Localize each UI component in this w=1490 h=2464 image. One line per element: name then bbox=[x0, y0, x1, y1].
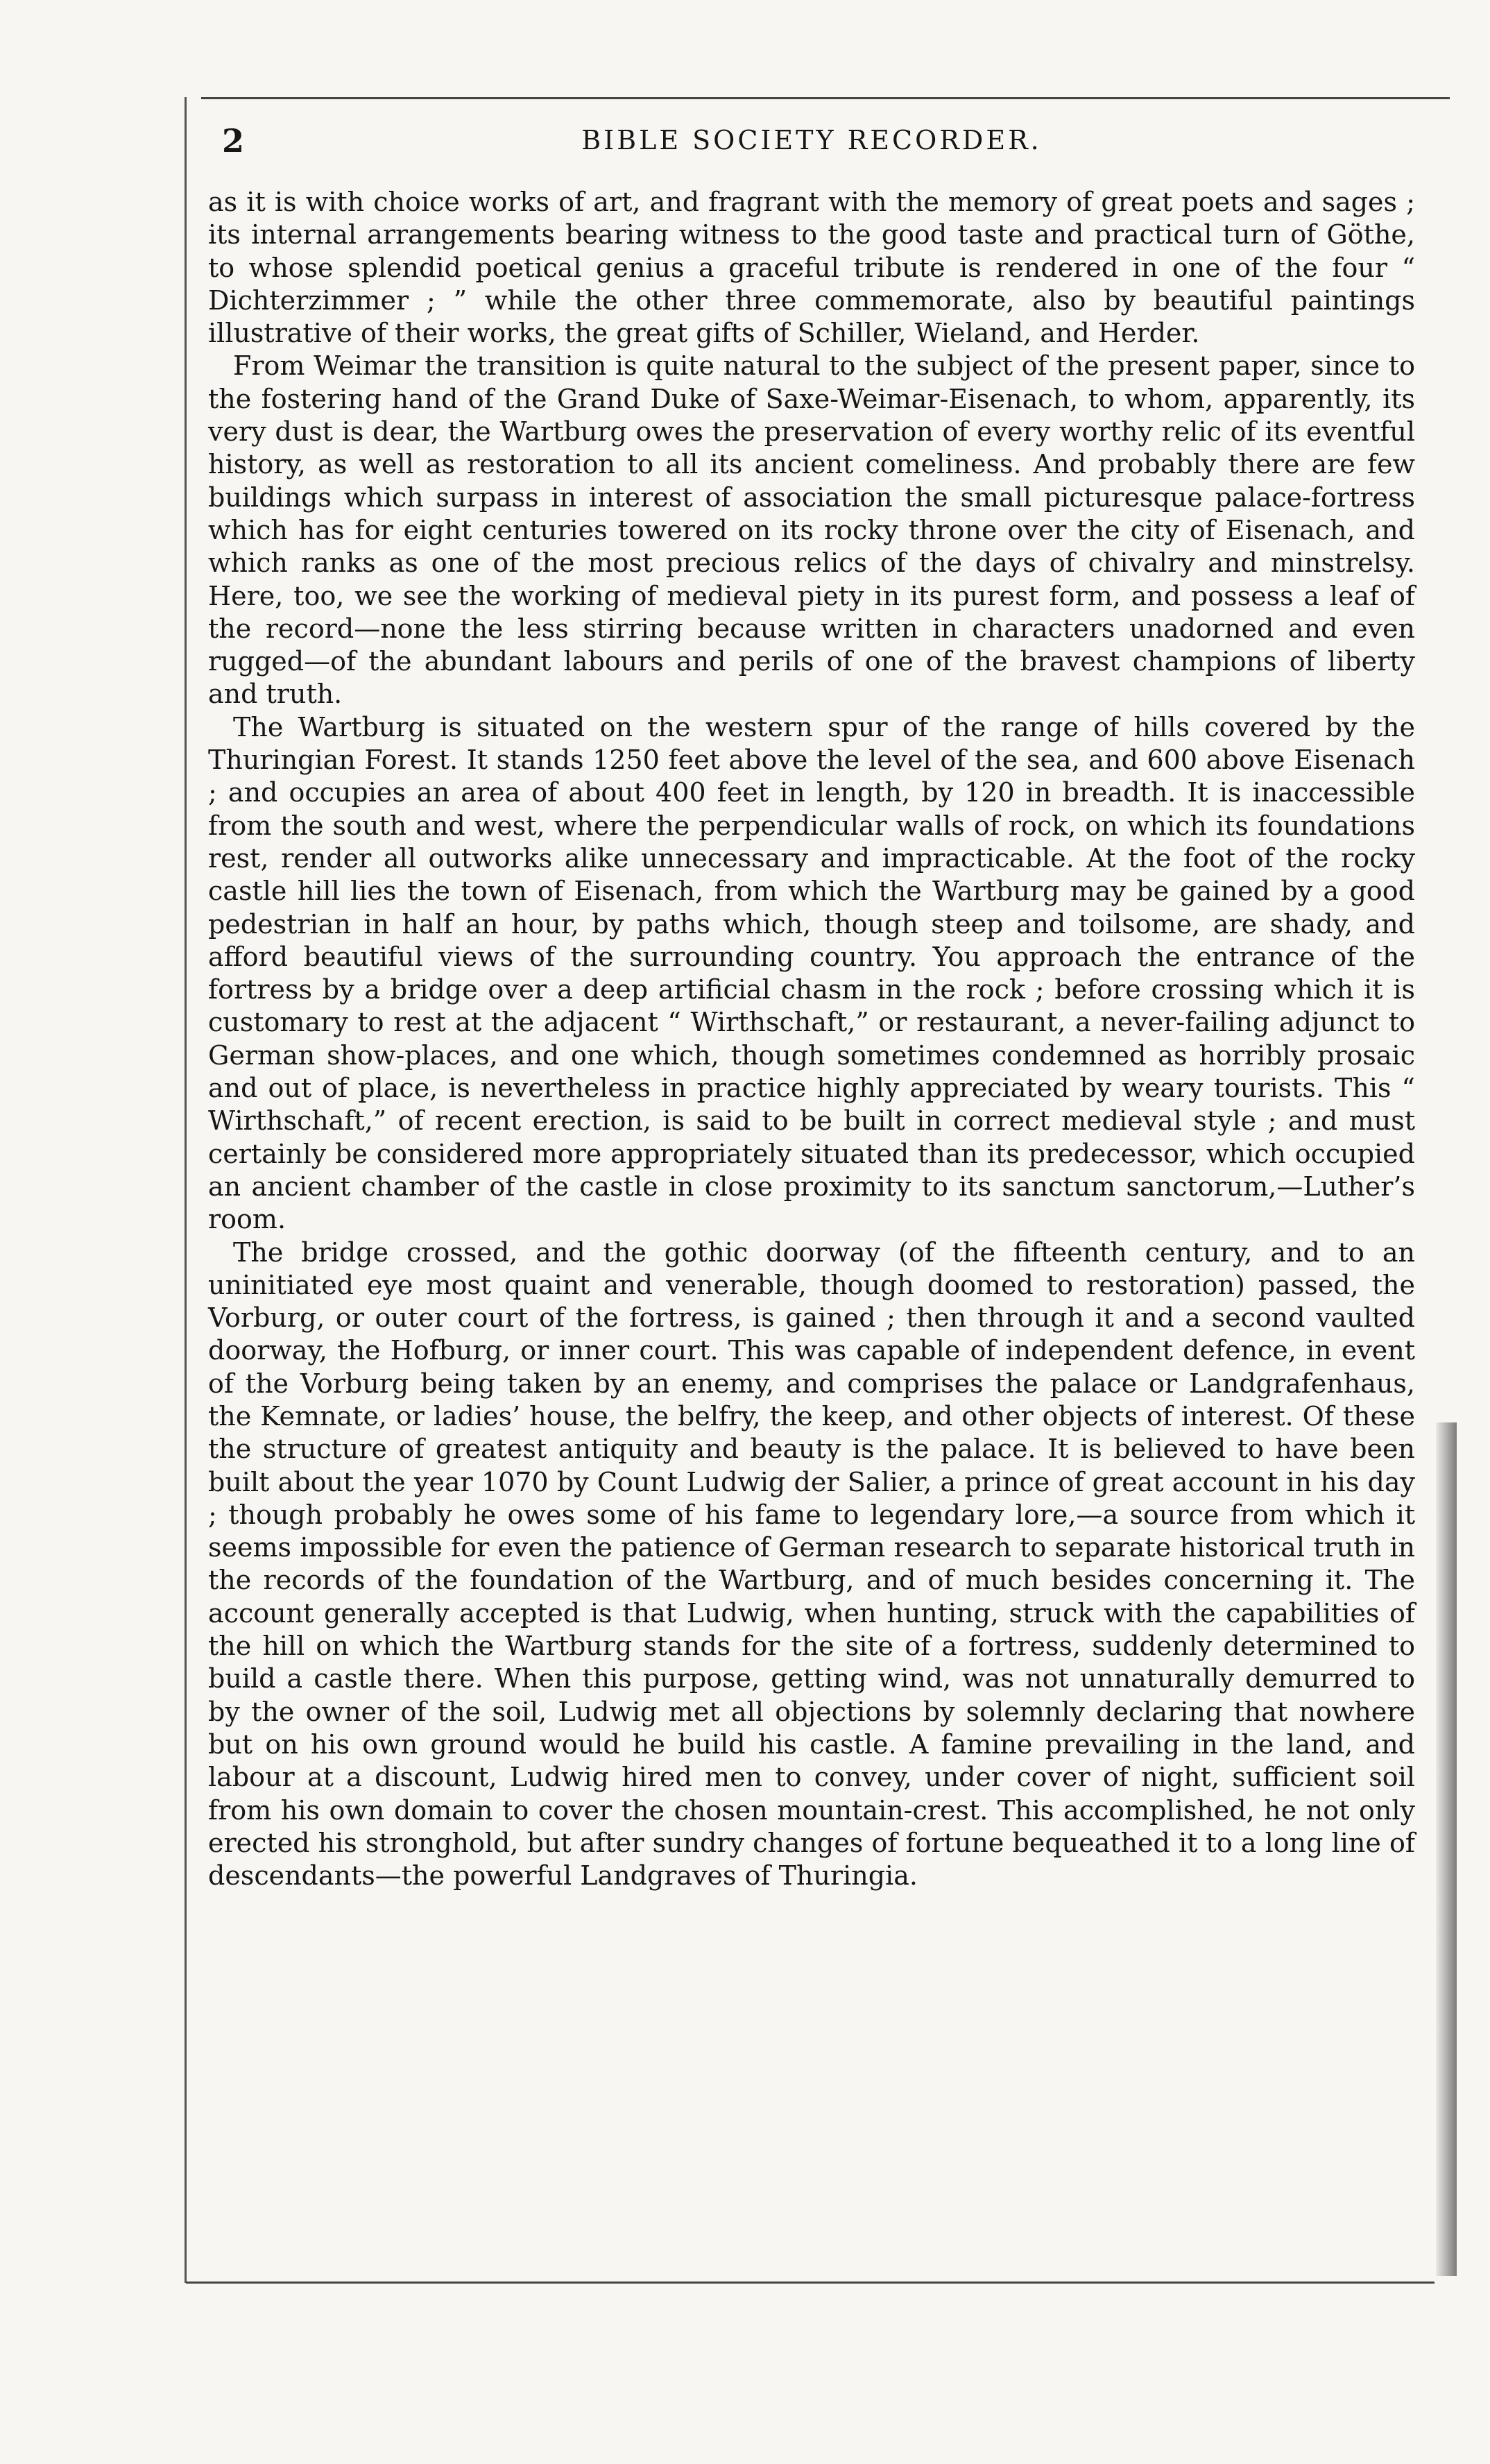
paragraph-1: as it is with choice works of art, and fragrant with the memory of great poets and sages ; its internal arrangements bearing witness to the good taste and practical turn of Göthe, to whose splendid poetical genius a graceful tribute is rendered in one of the four “ Dichterzimmer ; ” while the other three commemorate, also by beautiful paintings illustrative of their works, the great gifts of Schiller, Wieland, and Herder. bbox=[208, 187, 1415, 349]
page-header bbox=[222, 122, 1401, 164]
left-border-rule bbox=[185, 97, 187, 2283]
page-number: 2 bbox=[222, 122, 245, 160]
running-title: BIBLE SOCIETY RECORDER. bbox=[581, 125, 1042, 155]
paragraph-3: The Wartburg is situated on the western spur of the range of hills covered by the Thuringian Forest. It stands 1250 feet above the level of the sea, and 600 above Eisenach ; and occupies an area of about 400 feet in length, by 120 in breadth. It is inaccessible from the south and west, where the perpendicular walls of rock, on which its foundations rest, render all outworks alike unnecessary and impracticable. At the foot of the rocky castle hill lies the town of Eisenach, from which the Wartburg may be gained by a good pedestrian in half an hour, by paths which, though steep and toilsome, are shady, and afford beautiful views of the surrounding country. You approach the entrance of the fortress by a bridge over a deep artificial chasm in the rock ; before crossing which it is customary to rest at the adjacent “ Wirthschaft,” or restaurant, a never-failing adjunct to German show-places, and one which, though sometimes condemned as horribly prosaic and out of place, is nevertheless in practice highly appreciated by weary tourists. This “ Wirthschaft,” of recent erection, is said to be built in correct medieval style ; and must certainly be considered more appropriately situated than its predecessor, which occupied an ancient chamber of the castle in close proximity to its sanctum sanctorum,—Luther’s room. bbox=[208, 711, 1415, 1235]
bottom-border-rule bbox=[186, 2282, 1435, 2284]
paragraph-2: From Weimar the transition is quite natural to the subject of the present paper, since to the fostering hand of the Grand Duke of Saxe-Weimar-Eisenach, to whom, apparently, its very dust is dear, the Wartburg owes the preservation of every worthy relic of its eventful history, as well as restoration to all its ancient comeliness. And probably there are few buildings which surpass in interest of association the small picturesque palace-fortress which has for eight centuries towered on its rocky throne over the city of Eisenach, and which ranks as one of the most precious relics of the days of chivalry and minstrelsy. Here, too, we see the working of medieval piety in its purest form, and possess a leaf of the record—none the less stirring because written in characters unadorned and even rugged—of the abundant labours and perils of one of the bravest champions of liberty and truth. bbox=[208, 350, 1415, 710]
top-border-rule bbox=[201, 97, 1450, 99]
article-body bbox=[208, 186, 1415, 1892]
paragraph-4: The bridge crossed, and the gothic doorway (of the fifteenth century, and to an uninitiated eye most quaint and venerable, though doomed to restoration) passed, the Vorburg, or outer court of the fortress, is gained ; then through it and a second vaulted doorway, the Hofburg, or inner court. This was capable of independent defence, in event of the Vorburg being taken by an enemy, and comprises the palace or Landgrafenhaus, the Kemnate, or ladies’ house, the belfry, the keep, and other objects of interest. Of these the structure of greatest antiquity and beauty is the palace. It is believed to have been built about the year 1070 by Count Ludwig der Salier, a prince of great account in his day ; though probably he owes some of his fame to legendary lore,—a source from which it seems impossible for even the patience of German research to separate historical truth in the records of the foundation of the Wartburg, and of much besides concerning it. The account generally accepted is that Ludwig, when hunting, struck with the capabilities of the hill on which the Wartburg stands for the site of a fortress, suddenly determined to build a castle there. When this purpose, getting wind, was not unnaturally demurred to by the owner of the soil, Ludwig met all objections by solemnly declaring that nowhere but on his own ground would he build his castle. A famine prevailing in the land, and labour at a discount, Ludwig hired men to convey, under cover of night, sufficient soil from his own domain to cover the chosen mountain-crest. This accomplished, he not only erected his stronghold, but after sundry changes of fortune bequeathed it to a long line of descendants—the powerful Landgraves of Thuringia. bbox=[208, 1237, 1415, 1892]
binding-shadow bbox=[1436, 1422, 1457, 2276]
